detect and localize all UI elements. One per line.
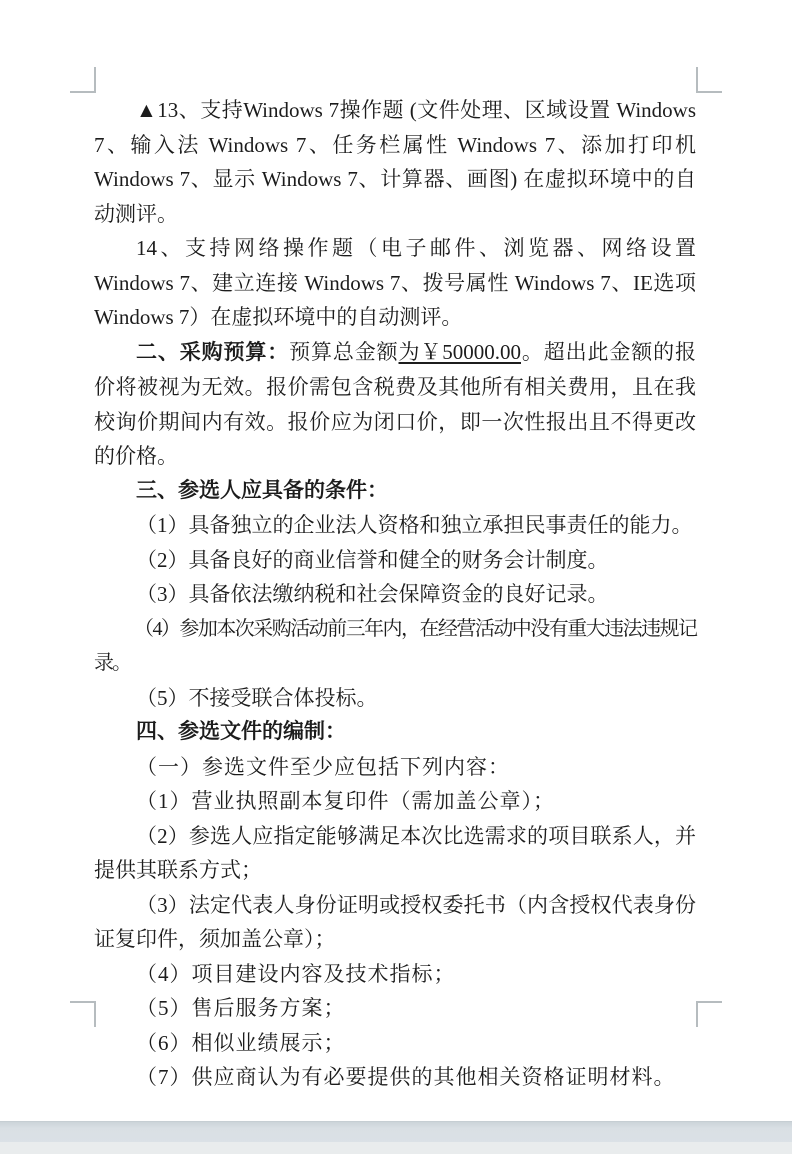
section4-heading: 四、参选文件的编制： bbox=[136, 720, 346, 743]
budget-amount: 为￥50000.00 bbox=[398, 339, 521, 364]
file-item-2: （2）参选人应指定能够满足本次比选需求的项目联系人，并提供其联系方式； bbox=[94, 823, 696, 882]
condition-item-2: （2）具备良好的商业信誉和健全的财务会计制度。 bbox=[136, 547, 609, 572]
crop-mark-bottom-right-icon bbox=[696, 1001, 722, 1027]
condition-item-4: （4）参加本次采购活动前三年内，在经营活动中没有重大违法违规记录。 bbox=[94, 617, 696, 674]
budget-text-before: 预算总金额 bbox=[289, 339, 399, 364]
condition-item-3: （3）具备依法缴纳税和社会保障资金的良好记录。 bbox=[136, 582, 609, 606]
document-body bbox=[94, 93, 696, 1095]
desk-background-band bbox=[0, 1121, 792, 1143]
budget-text-after: 。超出此金额的报价将被视为无效。报价需包含税费及其他所有相关费用，且在我校询价期间内有效。报价应为闭口价，即一次性报出且不得更改的价格。 bbox=[94, 339, 696, 468]
crop-mark-top-left-icon bbox=[70, 67, 96, 93]
section3-heading: 三、参选人应具备的条件： bbox=[136, 478, 388, 502]
crop-mark-top-right-icon bbox=[696, 67, 722, 93]
file-item-3: （3）法定代表人身份证明或授权委托书（内含授权代表身份证复印件，须加盖公章）； bbox=[94, 892, 696, 951]
file-item-6: （6）相似业绩展示； bbox=[136, 1030, 346, 1055]
section4-intro: （一）参选文件至少应包括下列内容： bbox=[136, 754, 510, 779]
condition-item-1: （1）具备独立的企业法人资格和独立承担民事责任的能力。 bbox=[136, 513, 693, 537]
file-item-4: （4）项目建设内容及技术指标； bbox=[136, 961, 456, 986]
condition-item-5: （5）不接受联合体投标。 bbox=[136, 685, 378, 710]
paragraph-requirement-14: 14、支持网络操作题（电子邮件、浏览器、网络设置 Windows 7、建立连接 Windows 7、拨号属性 Windows 7、IE选项 Windows 7）在虚拟环境中的自动测评。 bbox=[94, 236, 696, 329]
desk-background-band-light bbox=[0, 1142, 792, 1154]
file-item-7: （7）供应商认为有必要提供的其他相关资格证明材料。 bbox=[136, 1065, 676, 1089]
paragraph-requirement-13: ▲13、支持Windows 7操作题 (文件处理、区域设置 Windows 7、输入法 Windows 7、任务栏属性 Windows 7、添加打印机 Windows 7、显示 Windows 7、计算器、画图) 在虚拟环境中的自动测评。 bbox=[94, 98, 696, 226]
file-item-5: （5）售后服务方案； bbox=[136, 996, 346, 1020]
crop-mark-bottom-left-icon bbox=[70, 1001, 96, 1027]
file-item-1: （1）营业执照副本复印件（需加盖公章）； bbox=[136, 789, 555, 813]
budget-heading: 二、采购预算： bbox=[136, 340, 290, 364]
paragraph-budget bbox=[94, 335, 696, 474]
